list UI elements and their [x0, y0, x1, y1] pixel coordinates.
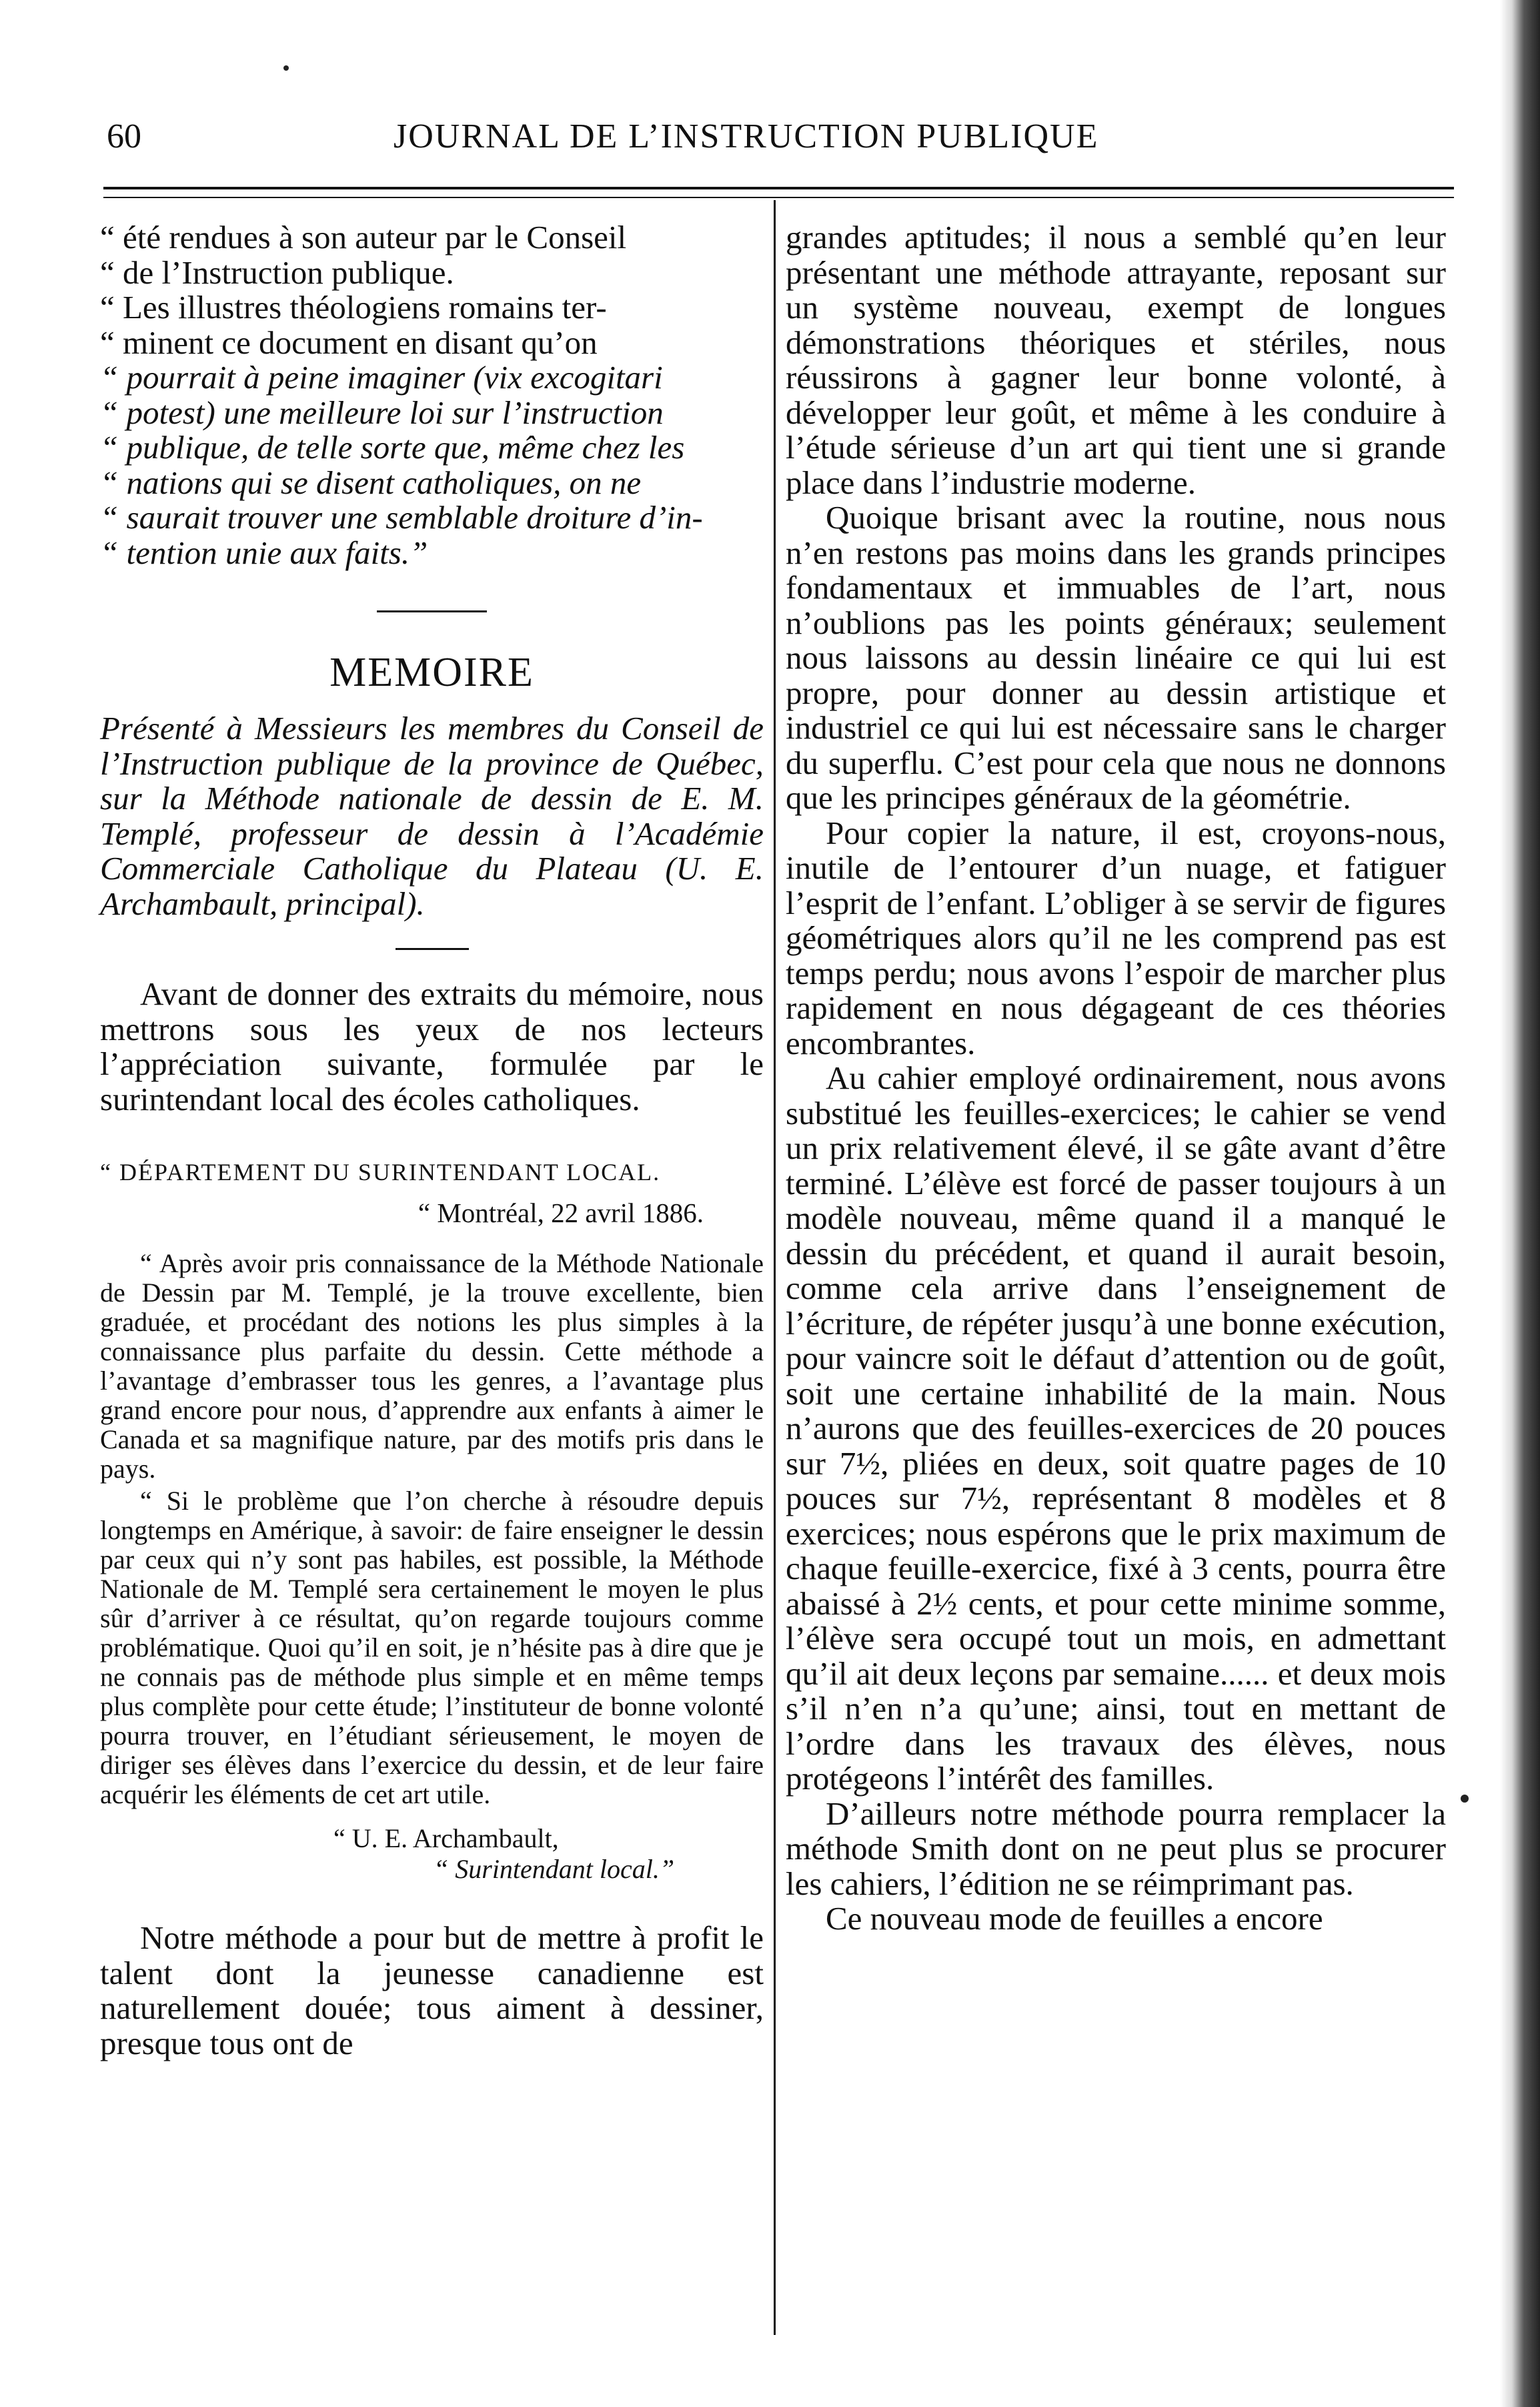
closing-paragraph: Notre méthode a pour but de mettre à profit le talent dont la jeunesse canadienne est naturellement douée; tous aiment à dessiner, presque tous ont de — [100, 1919, 764, 2061]
page-header — [100, 103, 1447, 163]
header-rule-top — [103, 187, 1454, 189]
department-heading: “ DÉPARTEMENT DU SURINTENDANT LOCAL. — [100, 1159, 661, 1185]
letter-paragraph: “ Après avoir pris connaissance de la Méthode Nationale de Dessin par M. Templé, je la trouve excellente, bien graduée, et procédant des notions les plus simples à la connaissance plus parfaite du dessin. Cette méthode a l’avantage d’embrasser tous les genres, a l’avantage plus grand encore pour nous, d’apprendre aux enfants à aimer le Canada et sa magnifique nature, par des motifs pris dans le pays. — [100, 1248, 764, 1484]
quote-line: “ nations qui se disent catholiques, on ne — [100, 464, 642, 501]
letter-paragraph: “ Si le problème que l’on cherche à résoudre depuis longtemps en Amérique, à savoir: de faire enseigner le dessin par ceux qui n’y sont pas habiles, est possible, la Méthode Nationale de M. Templé sera certainement le moyen le plus sûr d’arriver à ce résultat, qu’on regarde toujours comme problématique. Quoi qu’il en soit, je n’hésite pas à dire que je ne connais pas de méthode plus simple et en même temps plus complète pour cette étude; l’instituteur de bonne volonté pourra trouver, en l’étudiant sérieusement, le moyen de diriger ses élèves dans l’exercice du dessin, et de leur faire acquérir les éléments de cet art utile. — [100, 1486, 764, 1809]
quote-line: “ de l’Instruction publique. — [100, 254, 454, 291]
quote-line: “ pourrait à peine imaginer (vix excogitari — [100, 359, 663, 396]
memoire-subtitle: Présenté à Messieurs les membres du Conseil de l’Instruction publique de la province de Québec, sur la Méthode nationale de dessin de E. M. Templé, professeur de dessin à l’Académie Commerciale Catholique du Plateau (U. E. Archambault, principal). — [100, 710, 764, 922]
page-number: 60 — [107, 117, 141, 155]
quote-line: “ été rendues à son auteur par le Conseil — [100, 219, 627, 256]
quote-line: “ saurait trouver une semblable droiture d’in- — [100, 499, 703, 536]
right-column — [786, 220, 1446, 1937]
intro-paragraph: Avant de donner des extraits du mémoire, nous mettrons sous les yeux de nos lecteurs l’appréciation suivante, formulée par le surintendant local des écoles catholiques. — [100, 975, 764, 1117]
body-paragraph: Quoique brisant avec la routine, nous nous n’en restons pas moins dans les grands principes fondamentaux et immuables de l’art, nous n’oublions pas les points généraux; seulement nous laissons au dessin linéaire ce qui lui est propre, pour donner au dessin artistique et industriel ce qui lui est nécessaire sans le charger du superflu. C’est pour cela que nous ne donnons que les principes généraux de la géométrie. — [786, 499, 1446, 816]
header-rule-bottom — [103, 197, 1454, 198]
left-column — [100, 220, 764, 2061]
quote-line: “ minent ce document en disant qu’on — [100, 324, 598, 361]
quote-line: “ Les illustres théologiens romains ter- — [100, 289, 607, 326]
signature-name: “ U. E. Archambault, — [333, 1823, 559, 1853]
quote-line: “ tention unie aux faits.” — [100, 534, 428, 571]
section-divider — [396, 948, 469, 950]
quote-block — [100, 220, 764, 570]
memoire-title: MEMOIRE — [329, 650, 534, 695]
body-paragraph: Pour copier la nature, il est, croyons-nous, inutile de l’entourer d’un nuage, et fatiguer l’esprit de l’enfant. L’obliger à se servir de figures géométriques alors qu’il ne les comprend pas est temps perdu; nous avons l’espoir de marcher plus rapidement en nous dégageant de ces théories encombrantes. — [786, 814, 1446, 1061]
ink-speck — [1461, 1795, 1469, 1803]
letter-dateline: “ Montréal, 22 avril 1886. — [418, 1197, 704, 1228]
journal-title: JOURNAL DE L’INSTRUCTION PUBLIQUE — [394, 117, 1099, 155]
body-paragraph: grandes aptitudes; il nous a semblé qu’en leur présentant une méthode attrayante, reposant sur un système nouveau, exempt de longues démonstrations théoriques et stériles, nous réussirons à gagner leur bonne volonté, à développer leur goût, et même à les conduire à l’étude sérieuse d’un art qui tient une si grande place dans l’industrie moderne. — [786, 219, 1446, 501]
quote-line: “ potest) une meilleure loi sur l’instruction — [100, 394, 664, 431]
body-paragraph: Ce nouveau mode de feuilles a encore — [826, 1900, 1323, 1937]
body-paragraph: Au cahier employé ordinairement, nous avons substitué les feuilles-exercices; le cahier se vend un prix relativement élevé, il se gâte avant d’être terminé. L’élève est forcé de passer toujours à un modèle nouveau, même quand il a manqué le dessin du précédent, et quand il aurait besoin, comme cela arrive dans l’enseignement de l’écriture, de répéter jusqu’à une bonne exécution, pour vaincre soit le défaut d’attention ou de goût, soit une certaine inhabilité de la main. Nous n’aurons que des feuilles-exercices de 20 pouces sur 7½, pliées en deux, soit quatre pages de 10 pouces sur 7½, représentant 8 modèles et 8 exercices; nous espérons que le prix maximum de chaque feuille-exercice, fixé à 3 cents, pourra être abaissé à 2½ cents, et pour cette minime somme, l’élève sera occupé tout un mois, en admettant qu’il ait deux leçons par semaine...... et deux mois s’il n’en n’a qu’une; ainsi, tout en mettant de l’ordre dans les travaux des élèves, nous protégeons l’intérêt des familles. — [786, 1059, 1446, 1797]
signature-title: “ Surintendant local.” — [434, 1854, 675, 1884]
scan-edge-shadow — [1500, 0, 1540, 2407]
section-divider — [377, 610, 487, 612]
quote-line: “ publique, de telle sorte que, même chez les — [100, 429, 685, 466]
body-paragraph: D’ailleurs notre méthode pourra remplacer la méthode Smith dont on ne peut plus se procurer les cahiers, l’édition ne se réimprimant pas. — [786, 1795, 1446, 1902]
ink-speck — [283, 65, 289, 71]
column-divider — [774, 200, 776, 2335]
